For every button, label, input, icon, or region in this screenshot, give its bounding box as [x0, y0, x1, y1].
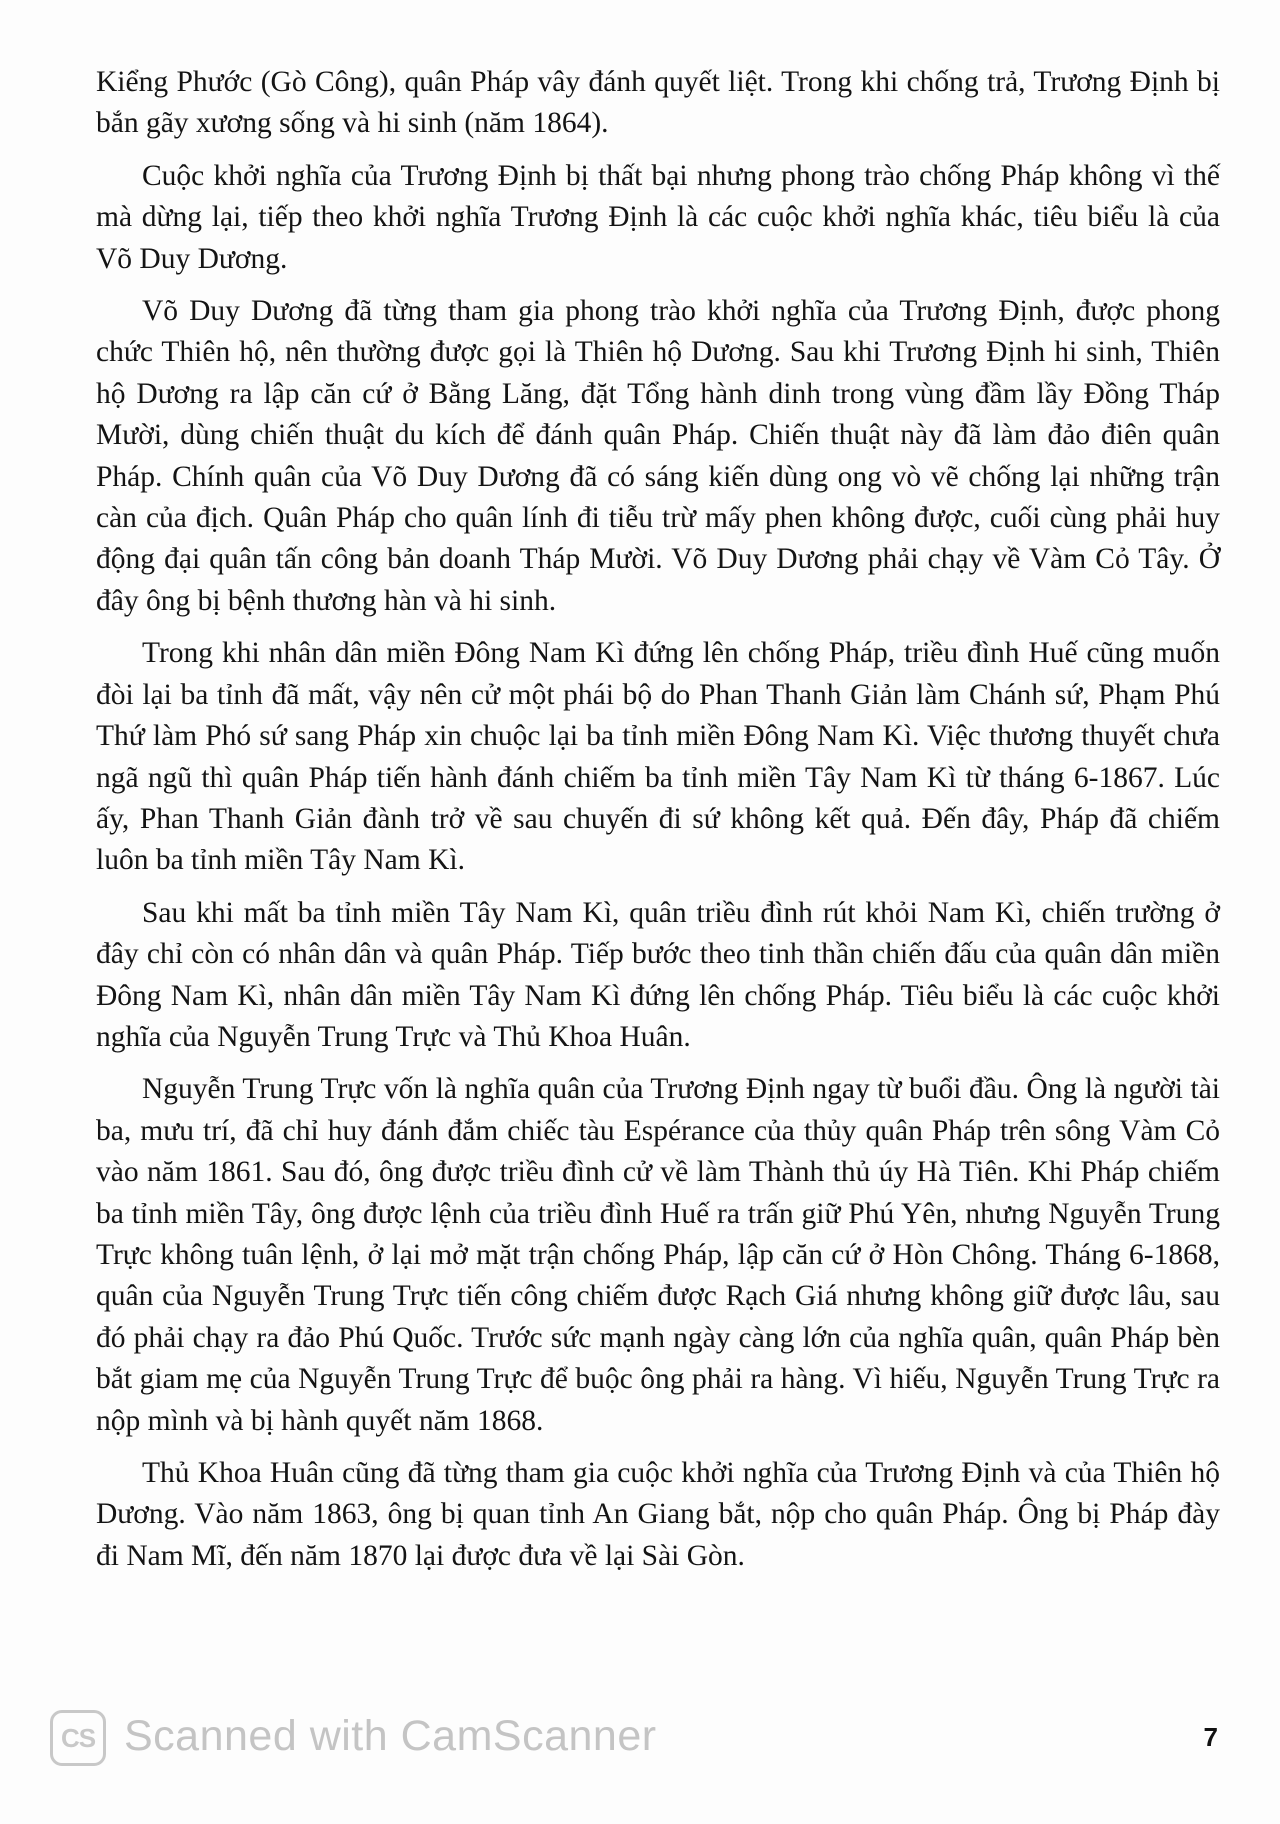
body-text — [96, 62, 1220, 1588]
paragraph-trieu-dinh-hue: Trong khi nhân dân miền Đông Nam Kì đứng lên chống Pháp, triều đình Huế cũng muốn đòi lại ba tỉnh đã mất, vậy nên cử một phái bộ do Phan Thanh Giản làm Chánh sứ, Phạm Phú Thứ làm Phó sứ sang Pháp xin chuộc lại ba tỉnh miền Đông Nam Kì. Việc thương thuyết chưa ngã ngũ thì quân Pháp tiến hành đánh chiếm ba tỉnh miền Tây Nam Kì từ tháng 6-1867. Lúc ấy, Phan Thanh Giản đành trở về sau chuyến đi sứ không kết quả. Đến đây, Pháp đã chiếm luôn ba tỉnh miền Tây Nam Kì. — [96, 637, 1220, 877]
paragraph-truong-dinh-failure: Cuộc khởi nghĩa của Trương Định bị thất bại nhưng phong trào chống Pháp không vì thế mà dừng lại, tiếp theo khởi nghĩa Trương Định là các cuộc khởi nghĩa khác, tiêu biểu là của Võ Duy Dương. — [96, 159, 1220, 275]
camscanner-logo-icon — [50, 1710, 106, 1766]
page-number: 7 — [1203, 1722, 1218, 1752]
paragraph-thu-khoa-huan: Thủ Khoa Huân cũng đã từng tham gia cuộc khởi nghĩa của Trương Định và của Thiên hộ Dương. Vào năm 1863, ông bị quan tỉnh An Giang bắt, nộp cho quân Pháp. Ông bị Pháp đày đi Nam Mĩ, đến năm 1870 lại được đưa về lại Sài Gòn. — [96, 1457, 1220, 1572]
paragraph-continuation: Kiểng Phước (Gò Công), quân Pháp vây đánh quyết liệt. Trong khi chống trả, Trương Định bị bắn gãy xương sống và hi sinh (năm 1864). — [96, 66, 1220, 140]
paragraph-nguyen-trung-truc: Nguyễn Trung Trực vốn là nghĩa quân của Trương Định ngay từ buổi đầu. Ông là người tài ba, mưu trí, đã chỉ huy đánh đắm chiếc tàu Espérance của thủy quân Pháp trên sông Vàm Cỏ vào năm 1861. Sau đó, ông được triều đình cử về làm Thành thủ úy Hà Tiên. Khi Pháp chiếm ba tỉnh miền Tây, ông được lệnh của triều đình Huế ra trấn giữ Phú Yên, nhưng Nguyễn Trung Trực không tuân lệnh, ở lại mở mặt trận chống Pháp, lập căn cứ ở Hòn Chông. Tháng 6-1868, quân của Nguyễn Trung Trực tiến công chiếm được Rạch Giá nhưng không giữ được lâu, sau đó phải chạy ra đảo Phú Quốc. Trước sức mạnh ngày càng lớn của nghĩa quân, quân Pháp bèn bắt giam mẹ của Nguyễn Trung Trực để buộc ông phải ra hàng. Vì hiếu, Nguyễn Trung Trực ra nộp mình và bị hành quyết năm 1868. — [96, 1073, 1220, 1437]
page-footer — [50, 1708, 1230, 1772]
camscanner-watermark: Scanned with CamScanner — [124, 1712, 657, 1760]
paragraph-tay-nam-ki: Sau khi mất ba tỉnh miền Tây Nam Kì, quân triều đình rút khỏi Nam Kì, chiến trường ở đây chỉ còn có nhân dân và quân Pháp. Tiếp bước theo tinh thần chiến đấu của quân dân miền Đông Nam Kì, nhân dân miền Tây Nam Kì đứng lên chống Pháp. Tiêu biểu là các cuộc khởi nghĩa của Nguyễn Trung Trực và Thủ Khoa Huân. — [96, 896, 1220, 1053]
camscanner-logo-text: CS — [60, 1722, 96, 1753]
paragraph-vo-duy-duong: Võ Duy Dương đã từng tham gia phong trào khởi nghĩa của Trương Định, được phong chức Thiên hộ, nên thường được gọi là Thiên hộ Dương. Sau khi Trương Định hi sinh, Thiên hộ Dương ra lập căn cứ ở Bằng Lăng, đặt Tổng hành dinh trong vùng đầm lầy Đồng Tháp Mười, dùng chiến thuật du kích để đánh quân Pháp. Chiến thuật này đã làm đảo điên quân Pháp. Chính quân của Võ Duy Dương đã có sáng kiến dùng ong vò vẽ chống lại những trận càn của địch. Quân Pháp cho quân lính đi tiễu trừ mấy phen không được, cuối cùng phải huy động đại quân tấn công bản doanh Tháp Mười. Võ Duy Dương phải chạy về Vàm Cỏ Tây. Ở đây ông bị bệnh thương hàn và hi sinh. — [96, 295, 1220, 617]
